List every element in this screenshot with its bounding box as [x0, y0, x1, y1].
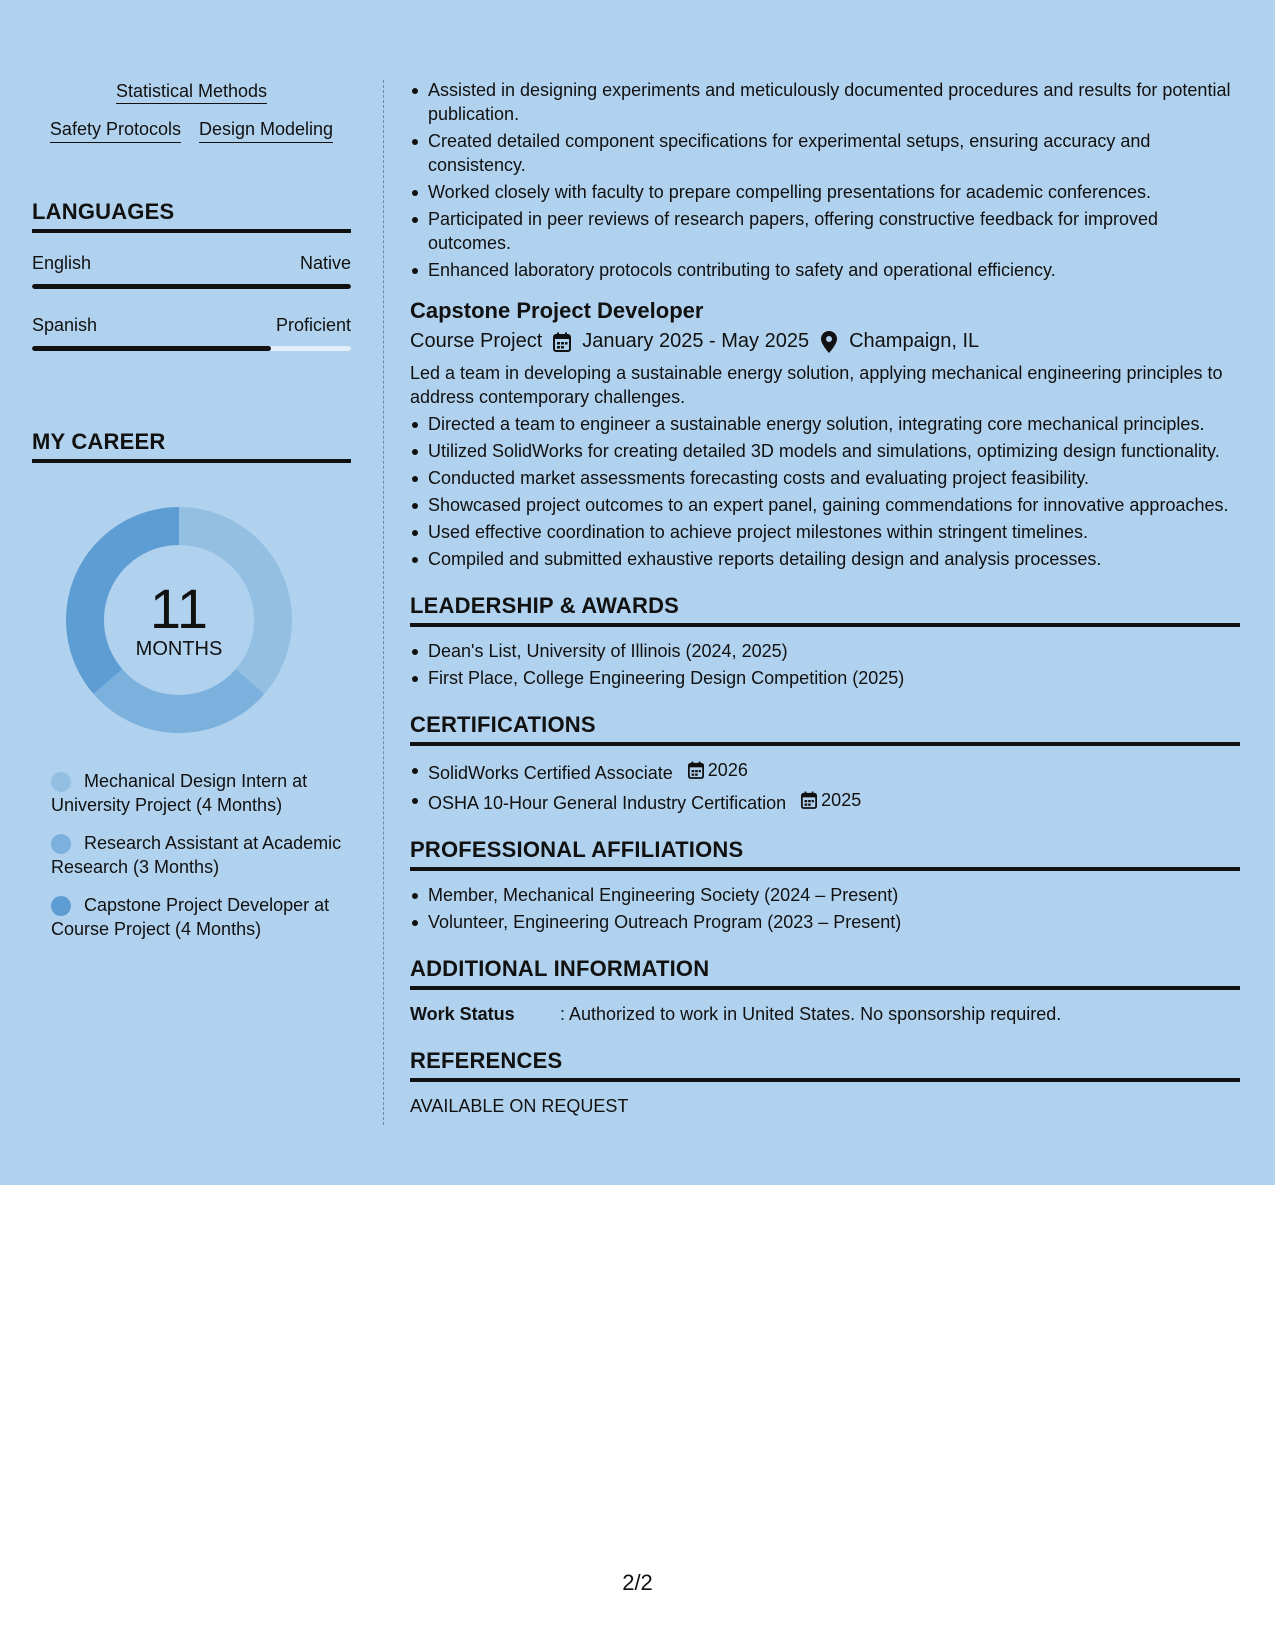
previous-job-bullets: [410, 78, 1240, 282]
references-text: AVAILABLE ON REQUEST: [410, 1096, 629, 1116]
section-title: ADDITIONAL INFORMATION: [410, 956, 1240, 990]
skill-chip: Design Modeling: [199, 118, 333, 143]
additional-info-section: [410, 956, 1240, 1026]
list-item: Conducted market assessments forecasting costs and evaluating project feasibility.: [410, 466, 1240, 490]
affiliations-section: [410, 837, 1240, 934]
certifications-section: [410, 712, 1240, 815]
section-title: REFERENCES: [410, 1048, 1240, 1082]
job-bullets: [410, 412, 1240, 571]
list-item: Utilized SolidWorks for creating detailed 3D models and simulations, optimizing design functionality.: [410, 439, 1240, 463]
language-bar-fill: [32, 284, 351, 289]
list-item: Showcased project outcomes to an expert panel, gaining commendations for innovative approaches.: [410, 493, 1240, 517]
legend-item: [51, 831, 351, 879]
language-name: English: [32, 253, 92, 273]
legend-label: Mechanical Design Intern at University Project (4 Months): [51, 771, 308, 815]
languages-title: LANGUAGES: [32, 199, 351, 233]
main-content: [410, 78, 1240, 1118]
legend-label: Capstone Project Developer at Course Project (4 Months): [51, 895, 330, 939]
legend-dot: [51, 772, 71, 792]
language-bar-fill: [32, 346, 271, 351]
job-entry: [410, 298, 1240, 571]
legend-item: [51, 769, 351, 817]
language-item: [32, 315, 351, 351]
list-item: Assisted in designing experiments and meticulously documented procedures and results for potential publication.: [410, 78, 1240, 126]
list-item: Worked closely with faculty to prepare compelling presentations for academic conferences.: [410, 180, 1240, 204]
language-name: Spanish: [32, 315, 98, 335]
language-level: Native: [299, 253, 351, 273]
languages-section: [32, 199, 351, 351]
list-item: Created detailed component specifications for experimental setups, ensuring accuracy and consistency.: [410, 129, 1240, 177]
legend-dot: [51, 896, 71, 916]
skill-chip: Statistical Methods: [116, 81, 267, 104]
career-donut-chart: [66, 507, 292, 733]
cert-name: OSHA 10-Hour General Industry Certification: [428, 793, 787, 813]
list-item: Used effective coordination to achieve project milestones within stringent timelines.: [410, 520, 1240, 544]
legend-label: Research Assistant at Academic Research (3 Months): [51, 833, 342, 877]
legend-item: [51, 893, 351, 941]
list-item: [410, 758, 1240, 785]
calendar-icon: [801, 791, 817, 809]
cert-year: 2025: [821, 790, 862, 810]
job-dates: January 2025 - May 2025: [582, 330, 810, 352]
location-pin-icon: [819, 331, 839, 353]
info-label: Work Status: [410, 1004, 515, 1024]
career-section: [32, 429, 351, 941]
career-total-unit: MONTHS: [135, 638, 223, 660]
list-item: First Place, College Engineering Design Competition (2025): [410, 666, 1240, 690]
cert-year: 2026: [707, 760, 748, 780]
list-item: [410, 788, 1240, 815]
section-title: PROFESSIONAL AFFILIATIONS: [410, 837, 1240, 871]
list-item: Participated in peer reviews of research papers, offering constructive feedback for improved outcomes.: [410, 207, 1240, 255]
legend-dot: [51, 834, 71, 854]
job-title: Capstone Project Developer: [410, 298, 704, 323]
leadership-section: [410, 593, 1240, 690]
skill-chip: Safety Protocols: [50, 118, 181, 143]
list-item: Volunteer, Engineering Outreach Program (2023 – Present): [410, 910, 1240, 934]
language-bar: [32, 346, 351, 351]
list-item: Enhanced laboratory protocols contributing to safety and operational efficiency.: [410, 258, 1240, 282]
career-title: MY CAREER: [32, 429, 351, 463]
page-number: 2/2: [622, 1570, 653, 1595]
job-description: Led a team in developing a sustainable energy solution, applying mechanical engineering principles to address contemporary challenges.: [410, 363, 1223, 407]
skills-list: [32, 80, 351, 143]
career-total-number: 11: [149, 577, 209, 640]
references-section: [410, 1048, 1240, 1118]
language-item: [32, 253, 351, 289]
info-value: : Authorized to work in United States. No sponsorship required.: [560, 1004, 1062, 1024]
cert-name: SolidWorks Certified Associate: [428, 763, 673, 783]
language-bar: [32, 284, 351, 289]
sidebar: [32, 80, 351, 955]
section-title: LEADERSHIP & AWARDS: [410, 593, 1240, 627]
list-item: Dean's List, University of Illinois (2024, 2025): [410, 639, 1240, 663]
career-legend: [32, 769, 351, 941]
calendar-icon: [552, 331, 572, 353]
job-location: Champaign, IL: [849, 330, 980, 352]
language-level: Proficient: [275, 315, 351, 335]
job-company: Course Project: [410, 330, 543, 352]
list-item: Directed a team to engineer a sustainable energy solution, integrating core mechanical principles.: [410, 412, 1240, 436]
column-divider: [383, 80, 384, 1125]
list-item: Compiled and submitted exhaustive reports detailing design and analysis processes.: [410, 547, 1240, 571]
list-item: Member, Mechanical Engineering Society (2024 – Present): [410, 883, 1240, 907]
section-title: CERTIFICATIONS: [410, 712, 1240, 746]
calendar-icon: [688, 761, 704, 779]
